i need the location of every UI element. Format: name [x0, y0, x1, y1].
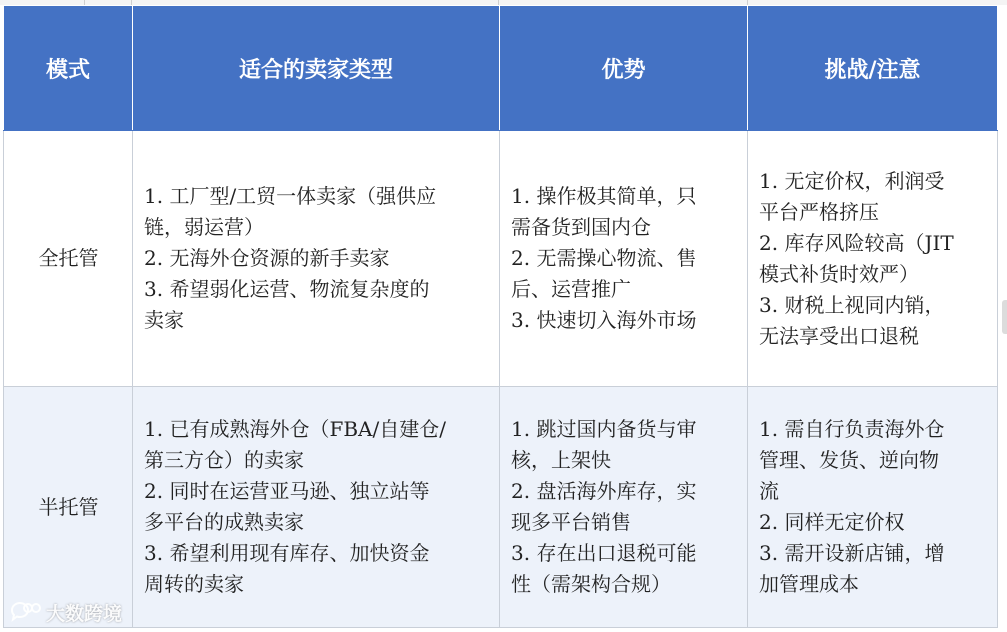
- cell-line: 1. 工厂型/工贸一体卖家（强供应: [144, 184, 437, 208]
- cell-line: 链，弱运营）: [144, 215, 264, 239]
- table-row: [4, 131, 998, 387]
- cell-line: 3. 存在出口退税可能: [511, 541, 697, 565]
- mode-cell: 全托管: [4, 131, 133, 387]
- cell-line: 1. 操作极其简单，只: [511, 184, 697, 208]
- cell-line: 2. 同时在运营亚马逊、独立站等: [144, 479, 430, 503]
- cell-line: 平台严格挤压: [759, 199, 879, 224]
- cell-line: 后、运营推广: [511, 277, 631, 301]
- header-challenges: 挑战/注意: [748, 6, 998, 131]
- challenges-cell: [748, 387, 998, 628]
- cell-line: 3. 希望弱化运营、物流复杂度的: [144, 277, 430, 301]
- cell-line: 3. 需开设新店铺，增: [759, 541, 945, 565]
- cell-line: 无法享受出口退税: [759, 323, 919, 348]
- cell-line: 1. 需自行负责海外仓: [759, 417, 945, 441]
- scrollbar-handle[interactable]: [1002, 300, 1007, 334]
- cell-line: 卖家: [144, 308, 184, 332]
- cell-line: 3. 财税上视同内销，: [759, 292, 945, 317]
- cell-line: 管理、发货、逆向物: [759, 448, 939, 472]
- header-seller-type: 适合的卖家类型: [133, 6, 500, 131]
- table-header-row: [4, 6, 998, 131]
- cell-line: 2. 无需操心物流、售: [511, 246, 697, 270]
- cell-line: 加管理成本: [759, 572, 859, 596]
- cell-line: 2. 库存风险较高（JIT: [759, 230, 954, 255]
- cell-line: 2. 无海外仓资源的新手卖家: [144, 246, 390, 270]
- cell-line: 1. 跳过国内备货与审: [511, 417, 697, 441]
- cell-line: 现多平台销售: [511, 510, 631, 534]
- comparison-table: [3, 5, 998, 628]
- cell-line: 流: [759, 479, 779, 503]
- cell-line: 周转的卖家: [144, 572, 244, 596]
- advantages-cell: [500, 131, 748, 387]
- cell-line: 模式补货时效严）: [759, 261, 919, 286]
- cell-line: 核，上架快: [511, 448, 611, 472]
- cell-line: 多平台的成熟卖家: [144, 510, 304, 534]
- mode-cell: 半托管: [4, 387, 133, 628]
- cell-line: 2. 盘活海外库存，实: [511, 479, 697, 503]
- cell-line: 1. 无定价权，利润受: [759, 168, 945, 193]
- watermark: [8, 598, 122, 626]
- cell-line: 需备货到国内仓: [511, 215, 651, 239]
- cell-line: 3. 快速切入海外市场: [511, 308, 697, 332]
- watermark-text: 大数跨境: [46, 602, 123, 625]
- table-row: [4, 387, 998, 628]
- cell-line: 第三方仓）的卖家: [144, 448, 304, 472]
- seller-type-cell: [133, 387, 500, 628]
- advantages-cell: [500, 387, 748, 628]
- cell-line: 1. 已有成熟海外仓（FBA/自建仓/: [144, 417, 446, 441]
- header-advantages: 优势: [500, 6, 748, 131]
- header-mode: 模式: [4, 6, 133, 131]
- cell-line: 2. 同样无定价权: [759, 510, 905, 534]
- seller-type-cell: [133, 131, 500, 387]
- cell-line: 性（需架构合规）: [511, 572, 671, 596]
- challenges-cell: [748, 131, 998, 387]
- chat-bubble-logo-icon: [8, 598, 42, 627]
- cell-line: 3. 希望利用现有库存、加快资金: [144, 541, 430, 565]
